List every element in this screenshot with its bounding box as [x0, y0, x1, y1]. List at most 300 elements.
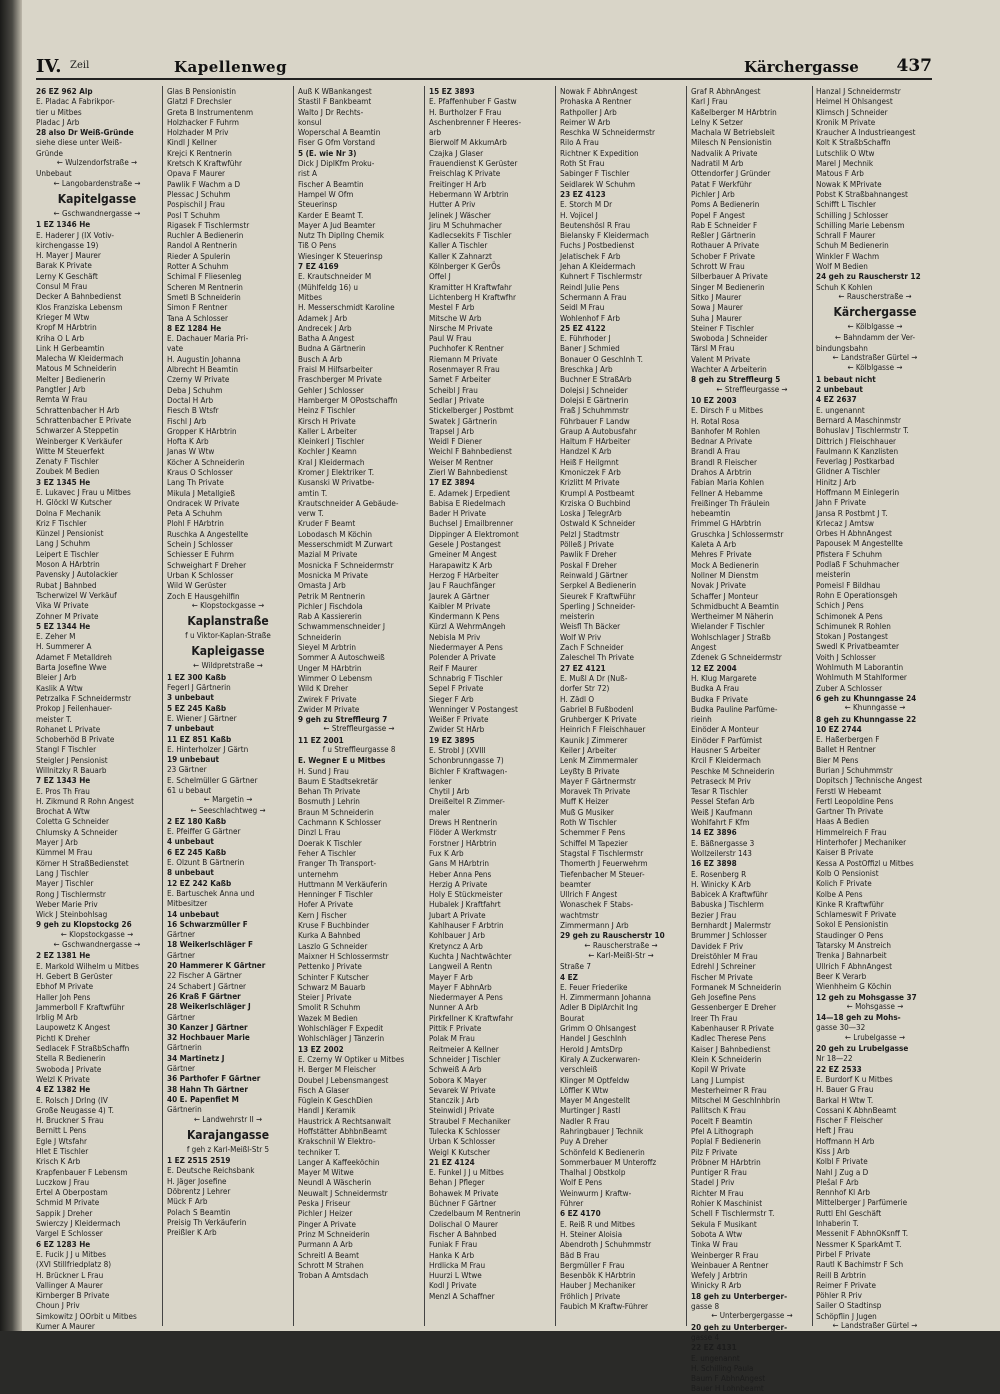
resident-entry: Welzl K Private — [36, 1073, 90, 1084]
cross-street-marker: ← Rauscherstraße → — [584, 940, 658, 950]
resident-entry: Bader H Private — [429, 508, 487, 519]
resident-entry: Zimmermann J Arb — [560, 920, 629, 931]
resident-entry: Zoch E Hausgehilfin — [167, 590, 240, 601]
directory-column-2 — [167, 86, 289, 1326]
resident-entry: Rothauer A Private — [691, 240, 760, 251]
house-number-entry: 23 EZ 4123 — [560, 188, 606, 199]
resident-entry: konsul — [298, 116, 322, 127]
resident-entry: Fischer M Private — [691, 971, 753, 982]
resident-entry: Hoffstätter AbhbnBeamt — [298, 1125, 387, 1136]
resident-entry: Lerny K Geschäft — [36, 270, 98, 281]
house-number-entry: 32 Hochbauer Marie — [167, 1032, 250, 1043]
house-number-entry: 11 EZ 851 Kaßb — [167, 733, 232, 744]
resident-entry: Czedelbaum M Rentnerin — [429, 1208, 521, 1219]
resident-entry: Prohaska A Rentner — [560, 96, 632, 107]
resident-entry: Polak M Frau — [429, 1033, 475, 1044]
resident-entry: Hebermann W Arbtrin — [429, 188, 509, 199]
resident-entry: Schell F Tischlermstr T. — [691, 1208, 775, 1219]
resident-entry: Schrott M Strahen — [298, 1259, 364, 1270]
resident-entry: Jiru M Schuhmacher — [429, 219, 502, 230]
resident-entry: meisterin — [560, 611, 595, 622]
resident-entry: Sommerbauer M Unteroffz — [560, 1156, 657, 1167]
resident-entry: Einöder F Parfümist — [691, 734, 763, 745]
resident-entry: Kusanski W Privatbe- — [298, 477, 375, 488]
resident-entry: lenker — [429, 775, 452, 786]
resident-entry: Straße 7 — [560, 961, 591, 972]
house-number-entry: 8 geh zu Khunngasse 22 — [816, 713, 917, 724]
resident-entry: Tiß O Pens — [298, 240, 337, 251]
resident-entry: Freitinger H Arb — [429, 178, 487, 189]
resident-entry: Milesch N Pensionistin — [691, 137, 772, 148]
house-number-entry: 6 EZ 245 Kaßb — [167, 846, 227, 857]
resident-entry: Gruschka J Schlossermstr — [691, 528, 784, 539]
resident-entry: Mayer M Witwe — [298, 1167, 354, 1178]
resident-entry: Steiner F Tischler — [691, 322, 755, 333]
resident-entry: Nadratil M Arb — [691, 158, 744, 169]
resident-entry: Freischlag K Private — [429, 168, 501, 179]
resident-entry: Irblig M Arb — [36, 1012, 78, 1023]
resident-entry: Glidner A Tischler — [816, 466, 881, 477]
resident-entry: H. Mayer J Maurer — [36, 250, 101, 261]
resident-entry: Pfel A Lithograph — [691, 1125, 754, 1136]
house-number-entry: 25 EZ 4122 — [560, 322, 606, 333]
resident-entry: Pölleß J Private — [560, 539, 614, 550]
resident-entry: Schilling Marie Lebensm — [816, 219, 905, 230]
resident-entry: Holzhacker F Fuhrm — [167, 116, 239, 127]
resident-entry: Reinwald J Gärtner — [560, 569, 628, 580]
resident-entry: Ruschka A Angestellte — [167, 528, 249, 539]
resident-entry: Sedlacek F StraßbSchaffn — [36, 1043, 130, 1054]
resident-entry: Sepel F Private — [429, 683, 484, 694]
resident-entry: Schimal F Fliesenleg — [167, 271, 242, 282]
resident-entry: Adler B DiplArchit Ing — [560, 1002, 638, 1013]
resident-entry: E. Deutsche Reichsbank — [167, 1165, 255, 1176]
street-heading: Kapitelgasse — [57, 191, 137, 206]
resident-entry: Pöhler R Priv — [816, 1290, 862, 1301]
resident-entry: Wick J Steinbohlsag — [36, 909, 108, 920]
resident-entry: H. Burtholzer F Frau — [429, 106, 502, 117]
resident-entry: techniker T. — [298, 1146, 341, 1157]
resident-entry: Drews H Rentnerin — [429, 817, 498, 828]
resident-entry: Vargel E Schlosser — [36, 1228, 103, 1239]
resident-entry: Remta W Frau — [36, 394, 88, 405]
resident-entry: Gartner Th Private — [816, 806, 884, 817]
resident-entry: Suha J Maurer — [691, 312, 742, 323]
resident-entry: Schöpflin J Jugen — [816, 1310, 877, 1321]
resident-entry: Heimel H Ohlsangest — [816, 96, 893, 107]
resident-entry: Hanzal J Schneidermstr — [816, 86, 901, 96]
resident-entry: Burian J Schuhmmstr — [816, 765, 893, 775]
resident-entry: Kolich F Private — [816, 878, 872, 889]
resident-entry: Rohanet L Private — [36, 723, 101, 734]
resident-entry: Huttmann M Verkäuferin — [298, 878, 388, 889]
resident-entry: Rennhof Kl Arb — [816, 1187, 871, 1198]
resident-entry: Wertheimer M Näherin — [691, 611, 774, 622]
cross-street-marker: ← Gschwandnergasse → — [53, 208, 141, 218]
resident-entry: Wachter A Arbeiterin — [691, 364, 767, 375]
resident-entry: Kaunik J Zimmerer — [560, 734, 628, 745]
resident-entry: Paul W Frau — [429, 333, 472, 344]
resident-entry: Glatzl F Drechsler — [167, 96, 232, 107]
resident-entry: Niedermayer A Pens — [429, 992, 503, 1003]
resident-entry: Barak K Private — [36, 260, 92, 271]
resident-entry: Zach F Schneider — [560, 642, 624, 653]
resident-entry: Buchsel J Emailbrenner — [429, 518, 514, 529]
resident-entry: Messerschmidt M Zurwart — [298, 539, 393, 550]
resident-entry: Hrdlicka M Frau — [429, 1259, 486, 1270]
resident-entry: Rahringbauer J Technik — [560, 1125, 644, 1136]
resident-entry: Tärsl M Frau — [691, 343, 735, 354]
resident-entry: Krakschnil W Elektro- — [298, 1136, 376, 1147]
resident-entry: Kronik M Private — [816, 116, 876, 127]
resident-entry: Opava F Maurer — [167, 168, 226, 179]
resident-entry: Mosnicka M Private — [298, 569, 368, 580]
resident-entry: Franger Th Transport- — [298, 858, 377, 869]
resident-entry: Valent M Private — [691, 353, 751, 364]
house-number-entry: 5 (E. wie Nr 3) — [298, 147, 357, 158]
resident-entry: E. Markold Wilhelm u Mitbes — [36, 960, 139, 971]
resident-entry: Jahn F Private — [816, 497, 867, 508]
resident-entry: Aschenbrenner F Heeres- — [429, 116, 522, 127]
resident-entry: Bohawek M Private — [429, 1187, 499, 1198]
resident-entry: Schmidbucht A Beamtin — [691, 600, 779, 611]
resident-entry: Ullrich F AbhnAngest — [816, 960, 893, 971]
resident-entry: Heinrich F Fleischhauer — [560, 724, 646, 735]
resident-entry: Samet F Arbeiter — [429, 374, 491, 385]
resident-entry: Prinz M Schneiderin — [298, 1228, 370, 1239]
resident-entry: Rosenmayer R Frau — [429, 364, 500, 375]
resident-entry: Grimm O Ohlsangest — [560, 1023, 637, 1034]
resident-entry: Petraseck M Priv — [691, 775, 751, 786]
resident-entry: Heiß F Heilgmnt — [560, 456, 619, 467]
resident-entry: Krapfenbauer F Lebensm — [36, 1166, 128, 1177]
resident-entry: Pocelt F Beamtin — [691, 1115, 753, 1126]
resident-entry: Kraucher A Industrieangest — [816, 127, 916, 138]
resident-entry: Tesar R Tischler — [691, 786, 748, 797]
resident-entry: Schimonek A Pens — [816, 610, 883, 621]
resident-entry: Moravek Th Private — [560, 786, 631, 797]
resident-entry: Bernhardt J Malermstr — [691, 920, 771, 931]
house-number-entry: 18 geh zu Unterberger- — [691, 1290, 788, 1301]
resident-entry: E. Pfeiffer G Gärtner — [167, 826, 241, 837]
resident-entry: Plešal F Arb — [816, 1176, 859, 1187]
directory-column-6 — [691, 86, 813, 1394]
resident-entry: Mück F Arb — [167, 1196, 208, 1207]
resident-entry: Hofta K Arb — [167, 436, 209, 447]
resident-entry: Cossani K AbhnBeamt — [816, 1104, 897, 1115]
resident-entry: Pettenko J Private — [298, 961, 362, 972]
resident-entry: Kramitter H Kraftwfahr — [429, 281, 512, 292]
resident-entry: Weisfl Th Bäcker — [560, 621, 621, 632]
resident-entry: Orbes H AbhnAngest — [816, 528, 892, 539]
street-heading: Karajangasse — [186, 1127, 270, 1142]
resident-entry: Herzig A Private — [429, 878, 488, 889]
resident-entry: Kolbl F Private — [816, 1156, 868, 1167]
resident-entry: Glas B Pensionistin — [167, 86, 236, 96]
resident-entry: Luczkow J Frau — [36, 1176, 90, 1187]
resident-entry: E. Funkel J J u Mitbes — [429, 1167, 504, 1178]
resident-entry: Stickelberger J Postbmt — [429, 405, 514, 416]
resident-entry: Buchner E StraßArb — [560, 374, 632, 385]
cross-street-marker: ← Khunngasse → — [844, 703, 906, 713]
resident-entry: Scheren M Rentnerin — [167, 281, 243, 292]
resident-entry: Mittelberger J Parfümerie — [816, 1197, 908, 1208]
resident-entry: Abendroth J Schuhmmstr — [560, 1239, 652, 1250]
resident-entry: Kaßelberger M HArbtrin — [691, 106, 777, 117]
house-number-entry: 12 EZ 242 Kaßb — [167, 877, 232, 888]
resident-entry: Schein J Schlosser — [167, 539, 233, 550]
resident-entry: Bohuslav J Tischlermstr T. — [816, 425, 909, 436]
resident-entry: Zdenek G Schneidermstr — [691, 652, 782, 663]
resident-entry: Wollzeilerstr 143 — [691, 847, 752, 858]
resident-entry: Sobora K Mayer — [429, 1074, 487, 1085]
resident-entry: Nirsche M Private — [429, 322, 493, 333]
resident-entry: Schrott W Frau — [691, 261, 745, 272]
resident-entry: Köcher A Schneiderin — [167, 456, 245, 467]
resident-entry: Unbebaut — [36, 168, 72, 179]
resident-entry: Kern J Fischer — [298, 909, 347, 920]
resident-entry: Schrattenbacher H Arb — [36, 404, 120, 415]
resident-entry: Weber Marie Priv — [36, 898, 98, 909]
resident-entry: Nadvalik A Private — [691, 147, 758, 158]
resident-entry: Gesele J Postangest — [429, 539, 501, 550]
resident-entry: Barta Josefine Wwe — [36, 662, 107, 673]
resident-entry: Bierwolf M AkkumArb — [429, 137, 507, 148]
directory-column-1 — [36, 86, 158, 1332]
resident-entry: Vallinger A Maurer — [36, 1279, 103, 1290]
resident-entry: bindungsbahn — [816, 342, 868, 353]
resident-entry: Babisa E Riedelmach — [429, 497, 506, 508]
resident-entry: Deba J Schuhm — [167, 384, 223, 395]
resident-entry: H. Gebert B Gerüster — [36, 970, 113, 981]
resident-entry: Klein K Schneiderin — [691, 1053, 762, 1064]
resident-entry: amtin T. — [298, 487, 328, 498]
resident-entry: maler — [429, 806, 451, 817]
resident-entry: Kuhnert F Tischlermstr — [560, 271, 643, 282]
resident-entry: Smolit R Schuhm — [298, 1002, 361, 1013]
resident-entry: Bäd B Frau — [560, 1249, 600, 1260]
house-number-entry: 29 geh zu Rauscherstr 10 — [560, 930, 665, 941]
resident-entry: Karl J Frau — [691, 96, 728, 107]
resident-entry: Wefely J Arbtrin — [691, 1270, 748, 1281]
resident-entry: Doubel J Lebensmangest — [298, 1074, 389, 1085]
house-number-entry: 10 EZ 2003 — [691, 394, 737, 405]
resident-entry: Schweighart F Dreher — [167, 559, 247, 570]
resident-entry: Swierczy J Kleidermach — [36, 1218, 121, 1229]
resident-entry: Holzhader M Priv — [167, 127, 229, 138]
house-number-entry: 5 EZ 245 Kaßb — [167, 702, 227, 713]
resident-entry: Pilz F Private — [691, 1146, 738, 1157]
resident-entry: Novak J Private — [691, 580, 747, 591]
resident-entry: Schimunek R Rohlen — [816, 620, 891, 631]
resident-entry: Silberbauer A Private — [691, 271, 768, 282]
resident-entry: E. Zeher M — [36, 631, 76, 642]
resident-entry: Keiler J Arbeiter — [560, 745, 617, 755]
resident-entry: Große Neugasse 4) T. — [36, 1104, 114, 1115]
cross-street-marker: ← Streffleurgasse → — [323, 724, 395, 734]
resident-entry: Wolf M Bedien — [816, 261, 868, 272]
resident-entry: Kiss J Arb — [816, 1145, 850, 1156]
resident-entry: Heft J Frau — [816, 1125, 854, 1136]
resident-entry: Peta A Schuhm — [167, 508, 223, 519]
cross-street-marker: ← Karl-Meißl-Str → — [588, 950, 654, 960]
resident-entry: Angest — [691, 642, 717, 653]
house-number-entry: 28 also Dr Weiß-Gründe — [36, 127, 134, 138]
resident-entry: Machala W Betriebsleit — [691, 127, 775, 138]
resident-entry: Schemmer F Pens — [560, 827, 626, 838]
resident-entry: Schober F Private — [691, 250, 755, 261]
resident-entry: Dreißeltel R Zimmer- — [429, 796, 505, 807]
resident-entry: Dolejsi J Schneider — [560, 384, 628, 395]
resident-entry: Himmelreich F Frau — [816, 826, 887, 837]
resident-entry: Hauber J Mechaniker — [560, 1280, 636, 1291]
resident-entry: Zoubek M Bedien — [36, 466, 100, 477]
resident-entry: Kabenhauser R Private — [691, 1023, 774, 1034]
house-number-entry: 2 unbebaut — [816, 384, 863, 395]
resident-entry: Nollner M Dienstm — [691, 569, 759, 580]
house-number-entry: 38 Hahn Th Gärtner — [167, 1083, 248, 1094]
resident-entry: H. Steiner Aloisia — [560, 1228, 623, 1239]
resident-entry: Wolf W Priv — [560, 631, 602, 642]
resident-entry: Funiak F Frau — [429, 1239, 478, 1250]
resident-entry: Thomerth J Feuerwehrm — [560, 858, 648, 869]
resident-entry: Gessenberger E Dreher — [691, 1002, 777, 1013]
resident-entry: Kaslik A Wtw — [36, 682, 83, 693]
resident-entry: Herold J AmtsDrp — [560, 1043, 623, 1054]
resident-entry: Pomeisl F Bildhau — [816, 579, 881, 590]
resident-entry: Stella R Bedienerin — [36, 1053, 106, 1064]
resident-entry: Breschka J Arb — [560, 364, 613, 375]
resident-entry: Behan J Pfleger — [429, 1177, 485, 1188]
resident-entry: Neuwalt J Schneidermstr — [298, 1187, 388, 1198]
resident-entry: Rab A Kassiererin — [298, 611, 362, 622]
resident-entry: Pirkfellner K Kraftwfahr — [429, 1012, 514, 1023]
resident-entry: Fischer F Fleischer — [816, 1115, 883, 1126]
resident-entry: Formanek M Schneiderin — [691, 981, 782, 992]
resident-entry: Wohlschlager J Straßb — [691, 631, 771, 642]
house-number-entry: 7 EZ 1343 He — [36, 775, 91, 786]
house-number-entry: 20 geh zu Unterberger- — [691, 1321, 788, 1332]
resident-entry: Mehres F Private — [691, 549, 752, 560]
resident-entry: Murtinger J Rastl — [560, 1105, 621, 1116]
resident-entry: Schmid M Private — [36, 1197, 100, 1208]
resident-entry: Jau F Rauchfänger — [429, 580, 496, 591]
resident-entry: Bezier J Frau — [691, 909, 737, 920]
resident-entry: Fraschberger M Private — [298, 374, 382, 385]
resident-entry: Weinberger K Verkäufer — [36, 435, 123, 446]
resident-entry: Babicek A Kraftwführ — [691, 889, 768, 900]
resident-entry: Link H Gerbeamtin — [36, 342, 105, 353]
house-number-entry: 2 EZ 1381 He — [36, 950, 91, 961]
cross-street-marker: f u Viktor-Kaplan-Straße — [185, 631, 271, 641]
resident-entry: Mesterheimer R Frau — [691, 1084, 767, 1095]
resident-entry: Adamet F Metalldreh — [36, 651, 112, 662]
resident-entry: Nutz Th DiplIng Chemik — [298, 230, 384, 241]
resident-entry: Winicky R Arb — [691, 1280, 742, 1291]
resident-entry: Zuber A Schlosser — [816, 682, 883, 693]
house-number-entry: 8 unbebaut — [167, 867, 214, 878]
resident-entry: Stangl F Tischler — [36, 744, 97, 755]
resident-entry: Weinberger R Frau — [691, 1249, 759, 1260]
resident-entry: Gabriel B Fußbodenl — [560, 703, 634, 714]
resident-entry: gasse 30—32 — [816, 1022, 866, 1033]
resident-entry: Wild W Gerüster — [167, 580, 227, 591]
resident-entry: Besenbök K HArbtrin — [560, 1270, 636, 1281]
resident-entry: Heinz F Tischler — [298, 405, 356, 416]
resident-entry: Ullrich F Angest — [560, 889, 618, 900]
resident-entry: H. Glöckl W Kutscher — [36, 497, 112, 508]
resident-entry: Handel J GeschInh — [560, 1033, 627, 1044]
resident-entry: Edrehl J Schreiner — [691, 961, 756, 972]
directory-column-7 — [816, 86, 934, 1331]
resident-entry: Kadlec Therese Pens — [691, 1033, 766, 1044]
resident-entry: Kriha O L Arb — [36, 332, 85, 343]
resident-entry: Tulecka K Schlosser — [429, 1125, 501, 1136]
resident-entry: Weinwurm J Kraftw- — [560, 1187, 632, 1198]
resident-entry: H. Augustin Johanna — [167, 353, 241, 364]
resident-entry: Pittik F Private — [429, 1023, 482, 1034]
resident-entry: kirchengasse 19) — [36, 239, 99, 250]
house-number-entry: 7 unbebaut — [167, 723, 214, 734]
resident-entry: Brandl A Frau — [691, 446, 740, 457]
column-divider — [812, 86, 813, 1326]
resident-entry: Gärtnerin — [167, 1042, 202, 1053]
resident-entry: Heber Anna Pens — [429, 868, 492, 879]
resident-entry: Podlaß F Schuhmacher — [816, 559, 900, 570]
resident-entry: Schrattenbacher E Private — [36, 414, 132, 425]
resident-entry: rist A — [298, 168, 317, 179]
resident-entry: Mitbesitzer — [167, 898, 208, 909]
resident-entry: Holy E Stückmeister — [429, 889, 503, 900]
resident-entry: Kirnberger B Private — [36, 1290, 110, 1301]
resident-entry: Hubalek J Kraftfahrt — [429, 899, 501, 910]
resident-entry: Ondracek W Private — [167, 497, 240, 508]
resident-entry: Rab E Schneider F — [691, 219, 758, 230]
resident-entry: H. Bauer G Frau — [816, 1084, 874, 1095]
resident-entry: Bichler F Kraftwagen- — [429, 765, 508, 776]
resident-entry: Budna A Gärtnerin — [298, 343, 366, 354]
resident-entry: Puchhofer K Rentner — [429, 343, 504, 354]
resident-entry: Rilo A Frau — [560, 137, 599, 148]
resident-entry: Haas A Bedien — [816, 816, 870, 827]
resident-entry: verw T. — [298, 508, 324, 519]
resident-entry: Nessmer K SparkAmt T. — [816, 1238, 902, 1249]
resident-entry: Ostwald K Schneider — [560, 518, 636, 529]
resident-entry: Gründe — [36, 147, 63, 158]
resident-entry: Langweil A Rentn — [429, 961, 493, 972]
resident-entry: Tiefenbacher M Steuer- — [560, 868, 645, 879]
resident-entry: Pelzl J Stadtmstr — [560, 528, 620, 539]
resident-entry: Melter J Bedienerin — [36, 373, 106, 384]
resident-entry: Bier M Pens — [816, 754, 859, 765]
resident-entry: Posl T Schuhm — [167, 209, 221, 220]
resident-entry: Smetl B Schneiderin — [167, 291, 241, 302]
resident-entry: Serpkel A Bedienerin — [560, 580, 637, 591]
resident-entry: Roth St Frau — [560, 158, 605, 169]
resident-entry: Seidlarek W Schuhm — [560, 178, 636, 189]
resident-entry: Baum F AbhnAngest — [691, 1373, 766, 1384]
resident-entry: Popel F Angest — [691, 209, 745, 220]
resident-entry: Klos Franziska Lebensm — [36, 301, 123, 312]
resident-entry: Egle J Wtsfahr — [36, 1135, 87, 1146]
cross-street-marker: ← Margetin → — [203, 795, 253, 805]
resident-entry: Kaiser J Bahnbedienst — [691, 1043, 771, 1054]
resident-entry: Mestel F Arb — [429, 302, 475, 313]
house-number-entry: 4 EZ 2637 — [816, 394, 857, 405]
resident-entry: Graf R AbhnAngest — [691, 86, 761, 96]
resident-entry: Reif F Maurer — [429, 662, 478, 673]
house-number-entry: 28 Weikerlschläger J — [167, 1001, 251, 1012]
